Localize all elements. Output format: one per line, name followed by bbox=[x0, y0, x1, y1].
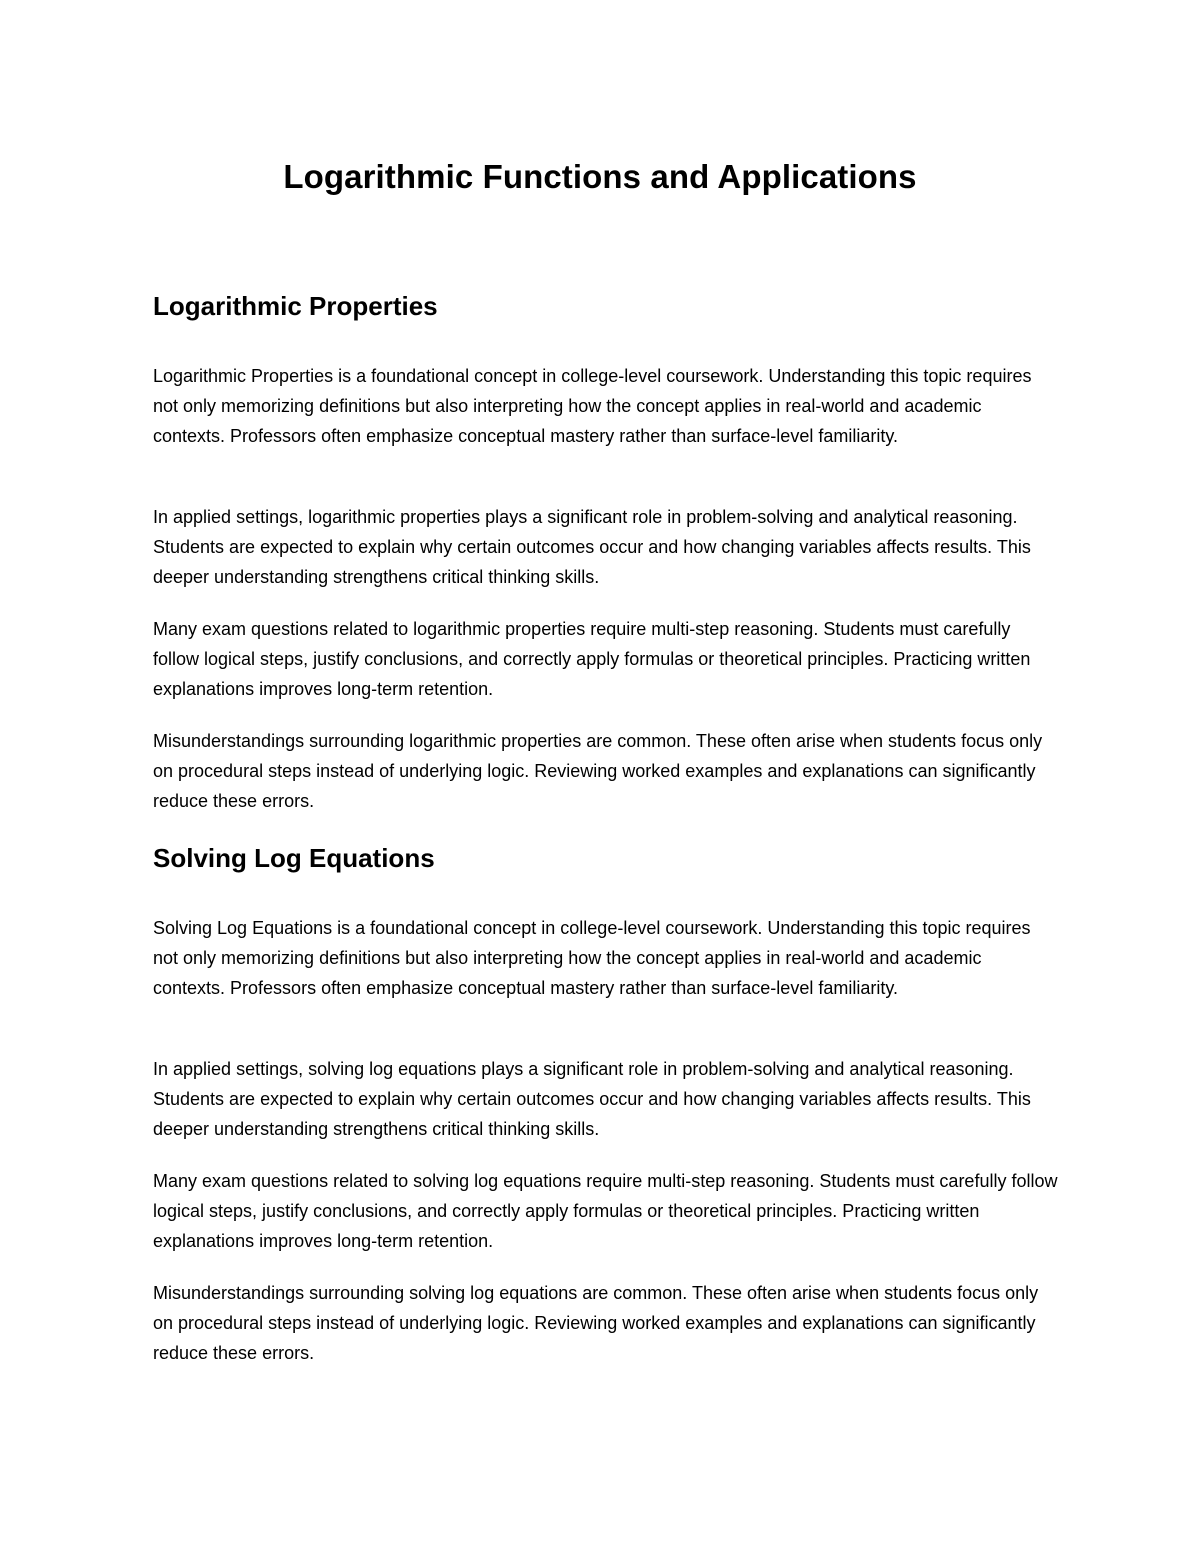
paragraph: Logarithmic Properties is a foundational concept in college-level coursework. Understanding this topic requires not only memorizing definitions but also interpreting how the concept applies in real-world and academic contexts. Professors often emphasize conceptual mastery rather than surface-level familiarity. bbox=[153, 366, 1032, 446]
paragraph: Misunderstandings surrounding solving log equations are common. These often arise when students focus only on procedural steps instead of underlying logic. Reviewing worked examples and explanations can significantly reduce these errors. bbox=[153, 1283, 1039, 1363]
page-title: Logarithmic Functions and Applications bbox=[283, 158, 917, 195]
paragraph: Many exam questions related to solving log equations require multi-step reasoning. Students must carefully follow logical steps, justify conclusions, and correctly apply formulas or theoretical principles. Practicing written explanations improves long-term retention. bbox=[153, 1171, 1058, 1251]
section-heading-logarithmic-properties: Logarithmic Properties bbox=[153, 291, 438, 321]
paragraph: Misunderstandings surrounding logarithmic properties are common. These often arise when students focus only on procedural steps instead of underlying logic. Reviewing worked examples and explanations can significantly reduce these errors. bbox=[153, 731, 1043, 811]
paragraph: Many exam questions related to logarithmic properties require multi-step reasoning. Students must carefully follow logical steps, justify conclusions, and correctly apply formulas or theoretical principles. Practicing written explanations improves long-term retention. bbox=[153, 619, 1031, 699]
section-heading-solving-log-equations: Solving Log Equations bbox=[153, 843, 435, 873]
paragraph: In applied settings, solving log equations plays a significant role in problem-solving and analytical reasoning. Students are expected to explain why certain outcomes occur and how changing variables affects results. This deeper understanding strengthens critical thinking skills. bbox=[153, 1059, 1031, 1139]
paragraph: In applied settings, logarithmic properties plays a significant role in problem-solving and analytical reasoning. Students are expected to explain why certain outcomes occur and how changing variables affects results. This deeper understanding strengthens critical thinking skills. bbox=[153, 507, 1031, 587]
paragraph: Solving Log Equations is a foundational concept in college-level coursework. Understanding this topic requires not only memorizing definitions but also interpreting how the concept applies in real-world and academic contexts. Professors often emphasize conceptual mastery rather than surface-level familiarity. bbox=[153, 918, 1031, 998]
